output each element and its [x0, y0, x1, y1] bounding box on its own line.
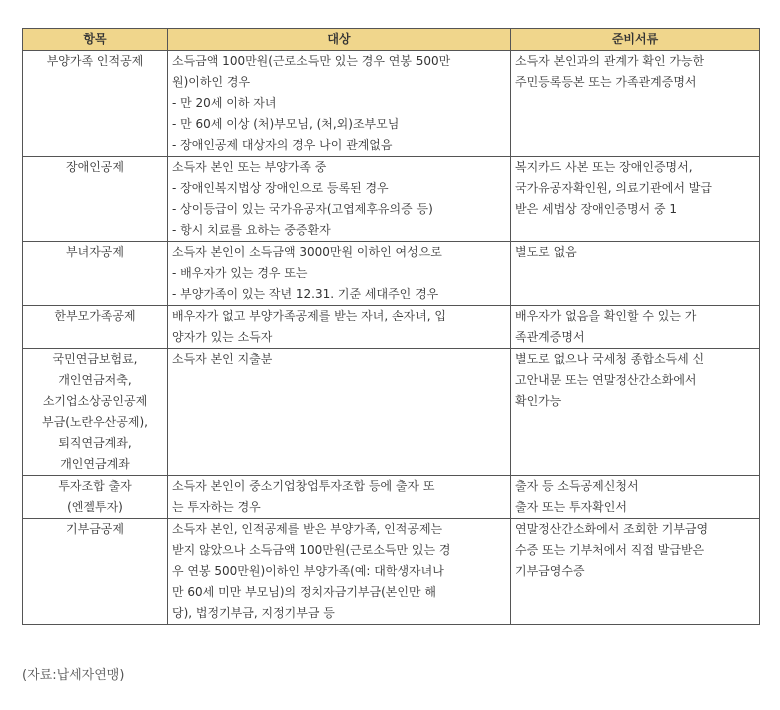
target-cell [168, 242, 511, 306]
table-header-row [23, 29, 760, 51]
cell-line: 별도로 없음 [515, 245, 577, 259]
cell-line: (엔젤투자) [67, 500, 123, 514]
target-cell [168, 476, 511, 519]
documents-cell [511, 519, 760, 625]
cell-line: 퇴직연금계좌, [58, 436, 132, 450]
table-row [23, 306, 760, 349]
cell-line: 소득금액 100만원(근로소득만 있는 경우 연봉 500만 [172, 54, 451, 68]
cell-line: 받지 않았으나 소득금액 100만원(근로소득만 있는 경 [172, 543, 451, 557]
cell-line: - 만 60세 이상 (처)부모님, (처,외)조부모님 [172, 117, 400, 131]
target-cell [168, 349, 511, 476]
cell-line: - 배우자가 있는 경우 또는 [172, 266, 308, 280]
cell-line: - 항시 치료를 요하는 중증환자 [172, 223, 331, 237]
table-row [23, 157, 760, 242]
cell-line: 부녀자공제 [66, 245, 124, 259]
documents-cell [511, 476, 760, 519]
cell-line: - 장애인공제 대상자의 경우 나이 관계없음 [172, 138, 393, 152]
cell-line: 소득자 본인이 중소기업창업투자조합 등에 출자 또 [172, 479, 435, 493]
cell-line: 고안내문 또는 연말정산간소화에서 [515, 373, 697, 387]
target-cell [168, 51, 511, 157]
cell-line: 부금(노란우산공제), [42, 415, 148, 429]
cell-line: 한부모가족공제 [54, 309, 136, 323]
cell-line: 기부금공제 [66, 522, 124, 536]
cell-line: 확인가능 [515, 394, 562, 408]
cell-line: 당), 법정기부금, 지정기부금 등 [172, 606, 335, 620]
table-row [23, 349, 760, 476]
header-target: 대상 [168, 29, 511, 51]
cell-line: 출자 등 소득공제신청서 [515, 479, 639, 493]
cell-line: 우 연봉 500만원)이하인 부양가족(예: 대학생자녀나 [172, 564, 444, 578]
cell-line: 주민등록등본 또는 가족관계증명서 [515, 75, 697, 89]
documents-cell [511, 349, 760, 476]
source-note: (자료:납세자연맹) [22, 668, 125, 683]
cell-line: 양자가 있는 소득자 [172, 330, 273, 344]
cell-line: 소득자 본인이 소득금액 3000만원 이하인 여성으로 [172, 245, 442, 259]
item-cell [23, 349, 168, 476]
item-cell [23, 51, 168, 157]
item-cell [23, 306, 168, 349]
deduction-table-container [22, 28, 759, 625]
cell-line: 별도로 없으나 국세청 종합소득세 신 [515, 352, 705, 366]
cell-line: - 상이등급이 있는 국가유공자(고엽제후유의증 등) [172, 202, 433, 216]
documents-cell [511, 157, 760, 242]
cell-line: 개인연금계좌 [60, 457, 130, 471]
cell-line: 투자조합 출자 [58, 479, 132, 493]
cell-line: - 만 20세 이하 자녀 [172, 96, 277, 110]
header-item: 항목 [23, 29, 168, 51]
target-cell [168, 157, 511, 242]
cell-line: 장애인공제 [66, 160, 124, 174]
cell-line: 국민연금보험료, [52, 352, 138, 366]
cell-line: 출자 또는 투자확인서 [515, 500, 627, 514]
item-cell [23, 242, 168, 306]
table-row [23, 242, 760, 306]
cell-line: 받은 세법상 장애인증명서 중 1 [515, 202, 677, 216]
target-cell [168, 519, 511, 625]
cell-line: 소득자 본인 또는 부양가족 중 [172, 160, 327, 174]
table-body [23, 51, 760, 625]
table-row [23, 51, 760, 157]
cell-line: 소득자 본인과의 관계가 확인 가능한 [515, 54, 705, 68]
cell-line: - 부양가족이 있는 작년 12.31. 기준 세대주인 경우 [172, 287, 439, 301]
cell-line: 부양가족 인적공제 [46, 54, 144, 68]
cell-line: 수증 또는 기부처에서 직접 발급받은 [515, 543, 705, 557]
item-cell [23, 519, 168, 625]
cell-line: 기부금영수증 [515, 564, 585, 578]
cell-line: 는 투자하는 경우 [172, 500, 261, 514]
cell-line: 만 60세 미만 부모님)의 정치자금기부금(본인만 해 [172, 585, 436, 599]
documents-cell [511, 306, 760, 349]
documents-cell [511, 242, 760, 306]
header-documents: 준비서류 [511, 29, 760, 51]
cell-line: 복지카드 사본 또는 장애인증명서, [515, 160, 693, 174]
item-cell [23, 157, 168, 242]
cell-line: 배우자가 없음을 확인할 수 있는 가 [515, 309, 697, 323]
documents-cell [511, 51, 760, 157]
cell-line: 소기업소상공인공제 [42, 394, 148, 408]
cell-line: 소득자 본인 지출분 [172, 352, 273, 366]
cell-line: 국가유공자확인원, 의료기관에서 발급 [515, 181, 712, 195]
target-cell [168, 306, 511, 349]
table-row [23, 476, 760, 519]
cell-line: 소득자 본인, 인적공제를 받은 부양가족, 인적공제는 [172, 522, 443, 536]
table-row [23, 519, 760, 625]
cell-line: - 장애인복지법상 장애인으로 등록된 경우 [172, 181, 389, 195]
cell-line: 족관계증명서 [515, 330, 585, 344]
cell-line: 원)이하인 경우 [172, 75, 251, 89]
cell-line: 연말정산간소화에서 조회한 기부금영 [515, 522, 709, 536]
deduction-table [22, 28, 760, 625]
item-cell [23, 476, 168, 519]
cell-line: 배우자가 없고 부양가족공제를 받는 자녀, 손자녀, 입 [172, 309, 446, 323]
cell-line: 개인연금저축, [58, 373, 132, 387]
